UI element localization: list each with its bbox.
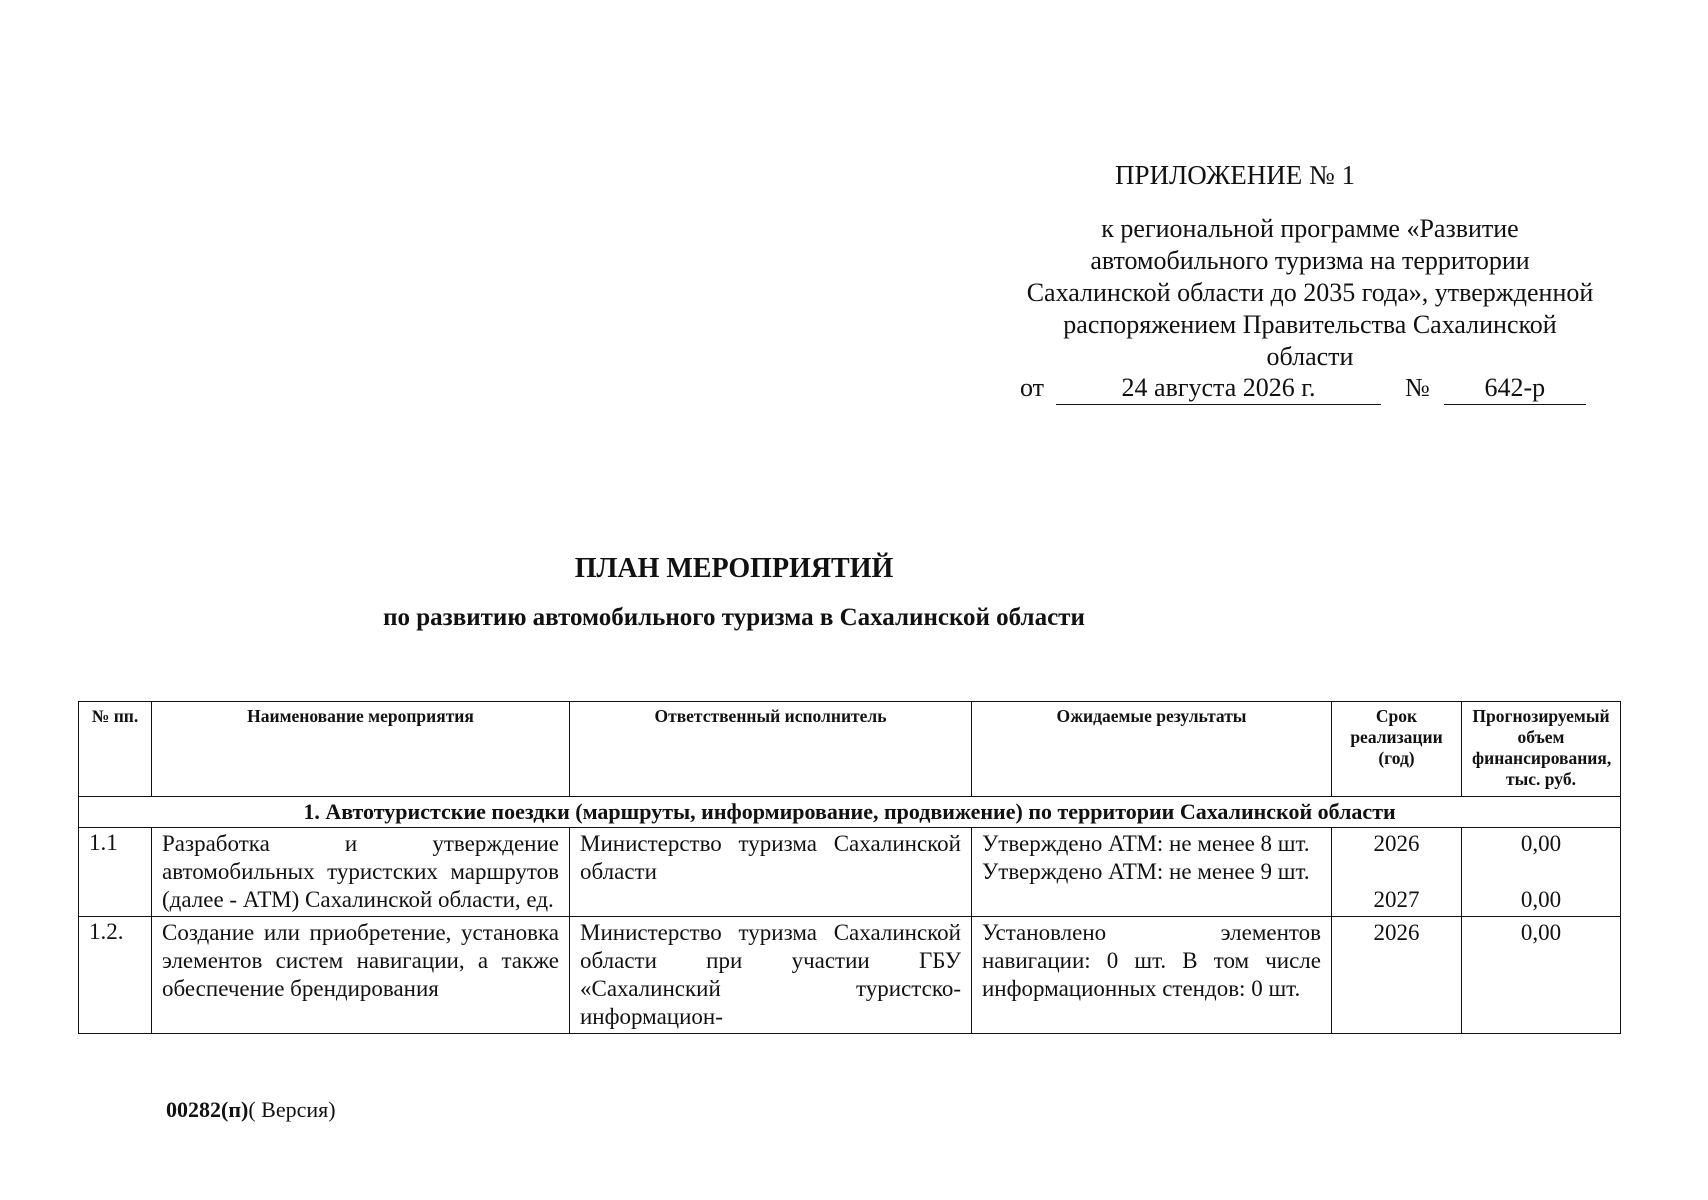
- funding-item: 0,00: [1520, 831, 1562, 856]
- row-years: [1332, 917, 1462, 1034]
- result-item: Утверждено АТМ: не менее 9 шт.: [982, 859, 1310, 884]
- section-title: 1. Автотуристские поездки (маршруты, информирование, продвижение) по территории Сахалинской области: [79, 797, 1621, 828]
- table-header-row: [79, 702, 1621, 797]
- header-name: Наименование мероприятия: [152, 702, 570, 797]
- number-label: №: [1405, 373, 1430, 402]
- result-item: Установлено элементов навигации: 0 шт. В том числе информационных стендов: 0 шт.: [982, 920, 1321, 1001]
- header-results: Ожидаемые результаты: [972, 702, 1332, 797]
- document-number: 642-р: [1444, 373, 1586, 405]
- funding-item: 0,00: [1520, 920, 1562, 945]
- result-item: Утверждено АТМ: не менее 8 шт.: [982, 831, 1310, 856]
- appendix-dateline: [1020, 373, 1600, 405]
- row-results: [972, 828, 1332, 917]
- header-term: Срок реализации (год): [1332, 702, 1462, 797]
- row-num: 1.1: [79, 828, 152, 917]
- funding-item: 0,00: [1520, 887, 1562, 912]
- table-row: [79, 917, 1621, 1034]
- document-version: ( Версия): [248, 1097, 336, 1122]
- plan-title: ПЛАН МЕРОПРИЯТИЙ: [574, 553, 894, 584]
- row-executor: Министерство туризма Сахалинской области при участии ГБУ «Сахалинский туристско-информацион-: [570, 917, 972, 1034]
- table-row: [79, 828, 1621, 917]
- year-item: 2026: [1373, 920, 1420, 945]
- section-row: [79, 797, 1621, 828]
- year-item: 2027: [1373, 887, 1420, 912]
- header-executor: Ответственный исполнитель: [570, 702, 972, 797]
- document-code: 00282(п): [166, 1097, 249, 1122]
- footer-code: [166, 1097, 336, 1123]
- header-num: № пп.: [79, 702, 152, 797]
- row-name: Разработка и утверждение автомобильных туристских маршрутов (далее - АТМ) Сахалинской области, ед.: [152, 828, 570, 917]
- plan-table: [78, 701, 1621, 1034]
- appendix-title: ПРИЛОЖЕНИЕ № 1: [1114, 160, 1356, 190]
- plan-subtitle: по развитию автомобильного туризма в Сахалинской области: [383, 604, 1085, 631]
- year-item: 2026: [1373, 831, 1420, 856]
- row-years: [1332, 828, 1462, 917]
- row-funding: [1462, 917, 1621, 1034]
- row-executor: Министерство туризма Сахалинской области: [570, 828, 972, 917]
- from-label: от: [1020, 373, 1045, 402]
- document-date: 24 августа 2026 г.: [1056, 373, 1381, 405]
- appendix-block: [1020, 160, 1600, 405]
- row-name: Создание или приобретение, установка элементов систем навигации, а также обеспечение брендирования: [152, 917, 570, 1034]
- row-funding: [1462, 828, 1621, 917]
- row-results: [972, 917, 1332, 1034]
- appendix-text: к региональной программе «Развитие автомобильного туризма на территории Сахалинской области до 2035 года», утвержденной распоряжением Правительства Сахалинской области: [1026, 214, 1594, 371]
- header-funding: Прогнозируемый объем финансирования, тыс. руб.: [1462, 702, 1621, 797]
- row-num: 1.2.: [79, 917, 152, 1034]
